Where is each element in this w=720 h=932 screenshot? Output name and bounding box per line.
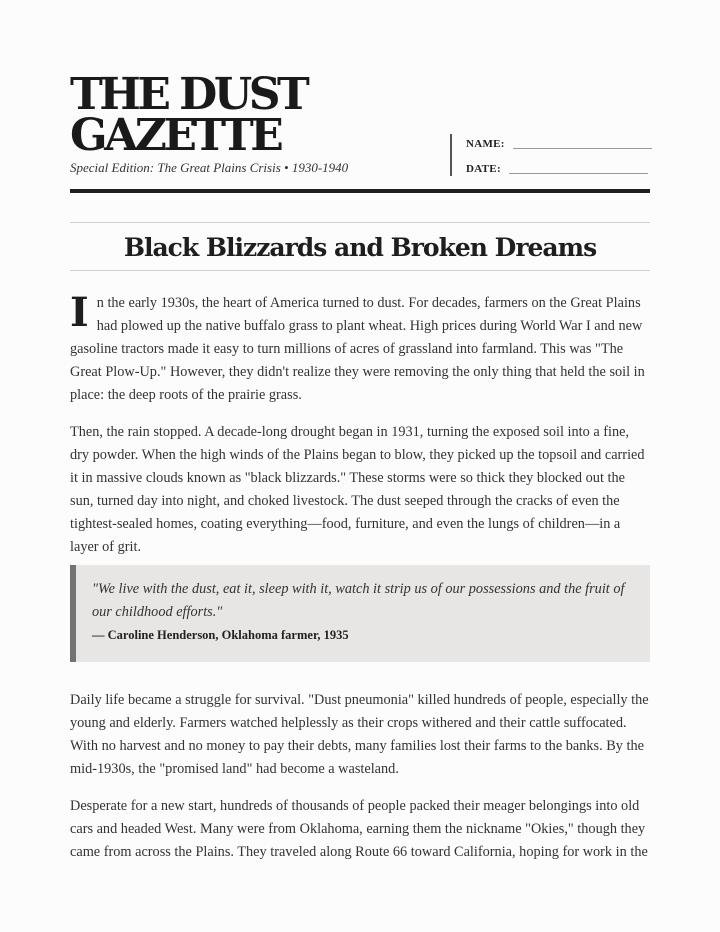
masthead-divider (70, 189, 650, 193)
worksheet-page (70, 0, 650, 932)
paragraph-1 (70, 289, 650, 407)
edition-subtitle: Special Edition: The Great Plains Crisis • 1930-1940 (70, 160, 349, 175)
article-body-top (70, 289, 650, 559)
date-label: DATE: (466, 163, 501, 175)
date-field[interactable] (466, 162, 652, 175)
masthead (70, 69, 650, 186)
date-blank-line[interactable] (509, 162, 648, 174)
name-date-box (450, 134, 650, 176)
paragraph-4: Desperate for a new start, hundreds of thousands of people packed their meager belongings into old cars and headed West. Many were from Oklahoma, earning them the nickname "Okies," though they came from across the Plains. They traveled along Route 66 toward California, hoping for work in the (70, 798, 648, 860)
pull-quote (70, 565, 650, 662)
drop-cap: I (70, 289, 89, 336)
name-blank-line[interactable] (513, 137, 652, 149)
headline-bottom-rule (70, 270, 650, 271)
article-headline: Black Blizzards and Broken Dreams (123, 233, 597, 262)
paragraph-1-text: n the early 1930s, the heart of America turned to dust. For decades, farmers on the Great Plains had plowed up the native buffalo grass to plant wheat. High prices during World War I and new gasoline tractors made it easy to turn millions of acres of grassland into farmland. This was "The Great Plow-Up." However, they didn't realize they were removing the only thing that held the soil in place: the deep roots of the prairie grass. (70, 295, 645, 403)
newspaper-title: THE DUST GAZETTE (70, 69, 307, 161)
article-body-bottom (70, 689, 650, 864)
quote-text: "We live with the dust, eat it, sleep with it, watch it strip us of our possessions and the fruit of our childhood efforts." (92, 581, 625, 620)
paragraph-2: Then, the rain stopped. A decade-long drought began in 1931, turning the exposed soil into a fine, dry powder. When the high winds of the Plains began to blow, they picked up the topsoil and carried it in massive clouds known as "black blizzards." These storms were so thick they blocked out the sun, turned day into night, and choked livestock. The dust seeped through the cracks of even the tightest-sealed homes, coating everything—food, furniture, and even the lungs of children—in a layer of grit. (70, 424, 645, 555)
name-label: NAME: (466, 138, 505, 150)
quote-citation: — Caroline Henderson, Oklahoma farmer, 1935 (92, 628, 349, 642)
headline-top-rule (70, 222, 650, 223)
name-field[interactable] (466, 137, 652, 150)
paragraph-3: Daily life became a struggle for survival. "Dust pneumonia" killed hundreds of people, especially the young and elderly. Farmers watched helplessly as their crops withered and their cattle suffocated. With no harvest and no money to pay their debts, many families lost their farms to the banks. By the mid-1930s, the "promised land" had become a wasteland. (70, 692, 649, 777)
